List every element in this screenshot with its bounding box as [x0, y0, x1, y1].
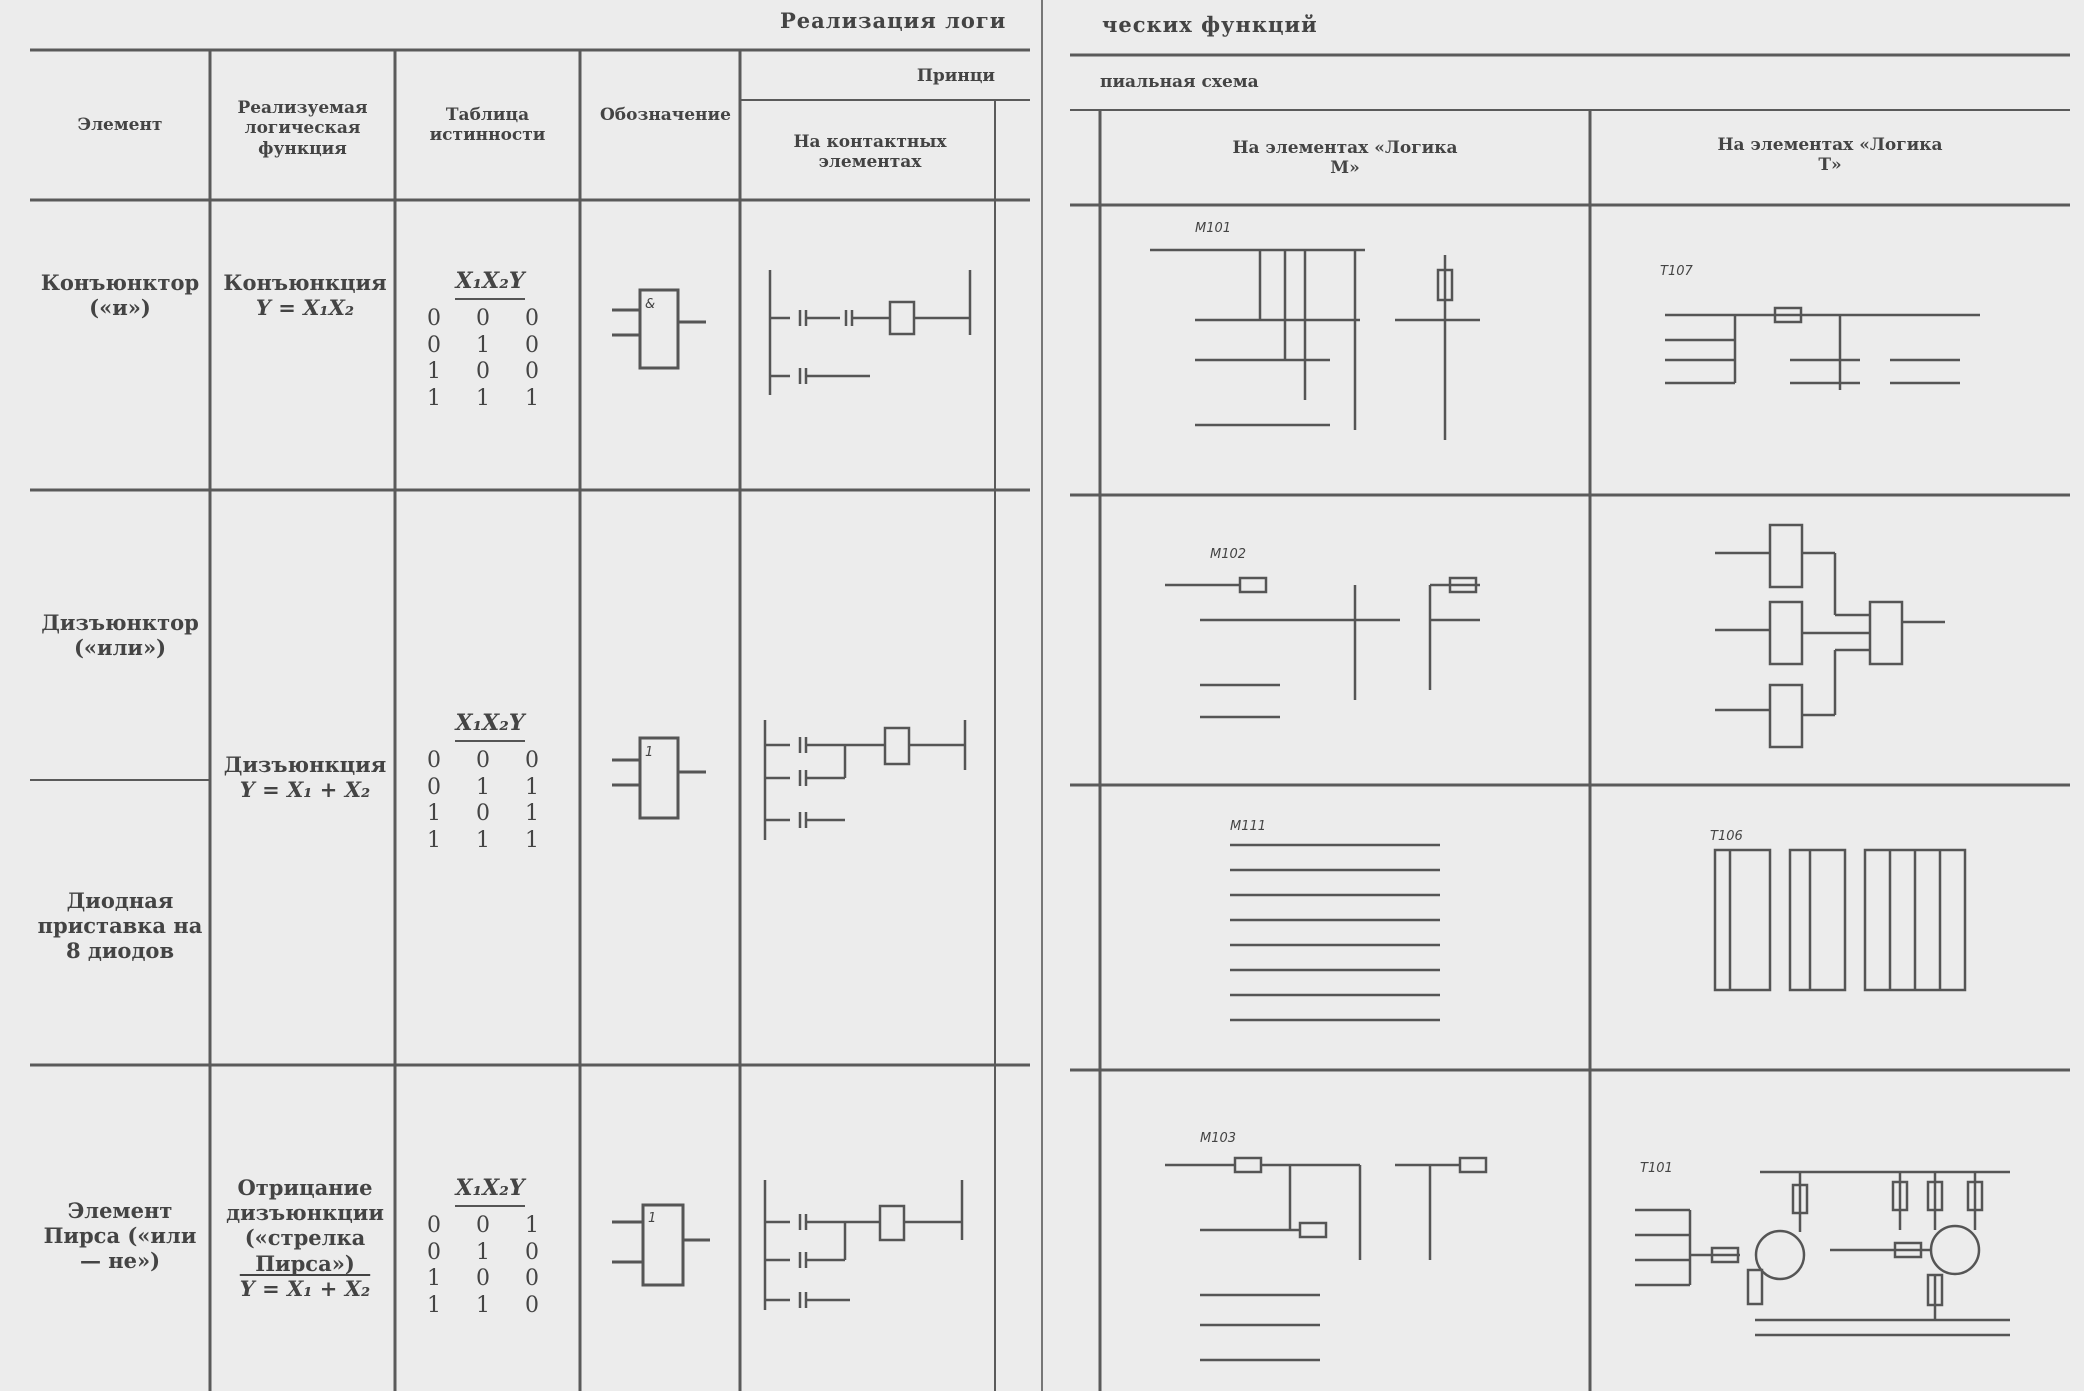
m101-label: М101	[1195, 221, 1232, 236]
row4-function-name: Отрицание дизъюнкции («стрелка Пирса»)	[226, 1175, 384, 1276]
m102-label: М102	[1210, 547, 1247, 562]
row1-element: Конъюнктор («и»)	[40, 270, 200, 321]
row2-formula: Y = X₁ + X₂	[239, 777, 371, 803]
row2-function-name: Дизъюнкция	[223, 752, 387, 777]
row4-element: Элемент Пирса («или — не»)	[43, 1198, 197, 1274]
row2-truth-head: X₁X₂Y	[455, 710, 524, 742]
header-logic-m: На элементах «Логика М»	[1232, 138, 1458, 179]
row1-function-name: Конъюнкция	[223, 270, 387, 295]
row1-truth-row: 0 1 0	[427, 332, 553, 358]
t107-label: Т107	[1660, 264, 1693, 279]
m103-label: М103	[1200, 1131, 1237, 1146]
row1-truth-row: 1 0 0	[427, 359, 553, 385]
row1-truth-row: 1 1 1	[427, 385, 553, 411]
row4-truth-row: 0 0 1	[427, 1213, 553, 1239]
header-contact: На контактных элементах	[793, 132, 947, 173]
row2-truth-row: 0 0 0	[427, 748, 553, 774]
page-title-left: Реализация логи	[780, 8, 1007, 33]
header-function: Реализуемая логическая функция	[237, 98, 368, 159]
gate2-label: 1	[645, 745, 654, 760]
row2-truth-row: 1 0 1	[427, 801, 553, 827]
row1-truth-row: 0 0 0	[427, 306, 553, 332]
gate1-label: &	[645, 297, 656, 312]
row1-formula: Y = X₁X₂	[255, 295, 355, 321]
row2-element: Дизъюнктор («или»)	[41, 610, 199, 661]
page-title-right: ческих функций	[1102, 12, 1318, 37]
row1-truth-head: X₁X₂Y	[455, 268, 524, 300]
header-truth-table: Таблица истинности	[429, 105, 546, 146]
gate4-label: 1	[648, 1211, 657, 1226]
row4-truth-row: 1 1 0	[427, 1292, 553, 1318]
row4-formula: Y = X₁ + X₂	[239, 1275, 371, 1301]
row4-truth-row: 0 1 0	[427, 1239, 553, 1265]
row3-element: Диодная приставка на 8 диодов	[37, 888, 203, 964]
header-symbol: Обозначение	[600, 105, 731, 125]
m111-label: М111	[1230, 819, 1267, 834]
header-principle-left: Принци	[916, 66, 995, 86]
t101-label: Т101	[1640, 1161, 1673, 1176]
header-logic-t: На элементах «Логика Т»	[1717, 135, 1943, 176]
row2-truth-row: 1 1 1	[427, 827, 553, 853]
row2-truth-row: 0 1 1	[427, 774, 553, 800]
row4-truth-head: X₁X₂Y	[455, 1175, 524, 1207]
header-principle-right: пиальная схема	[1100, 72, 1259, 92]
row4-truth-row: 1 0 0	[427, 1266, 553, 1292]
header-element: Элемент	[77, 115, 163, 135]
t106-label: Т106	[1710, 829, 1743, 844]
